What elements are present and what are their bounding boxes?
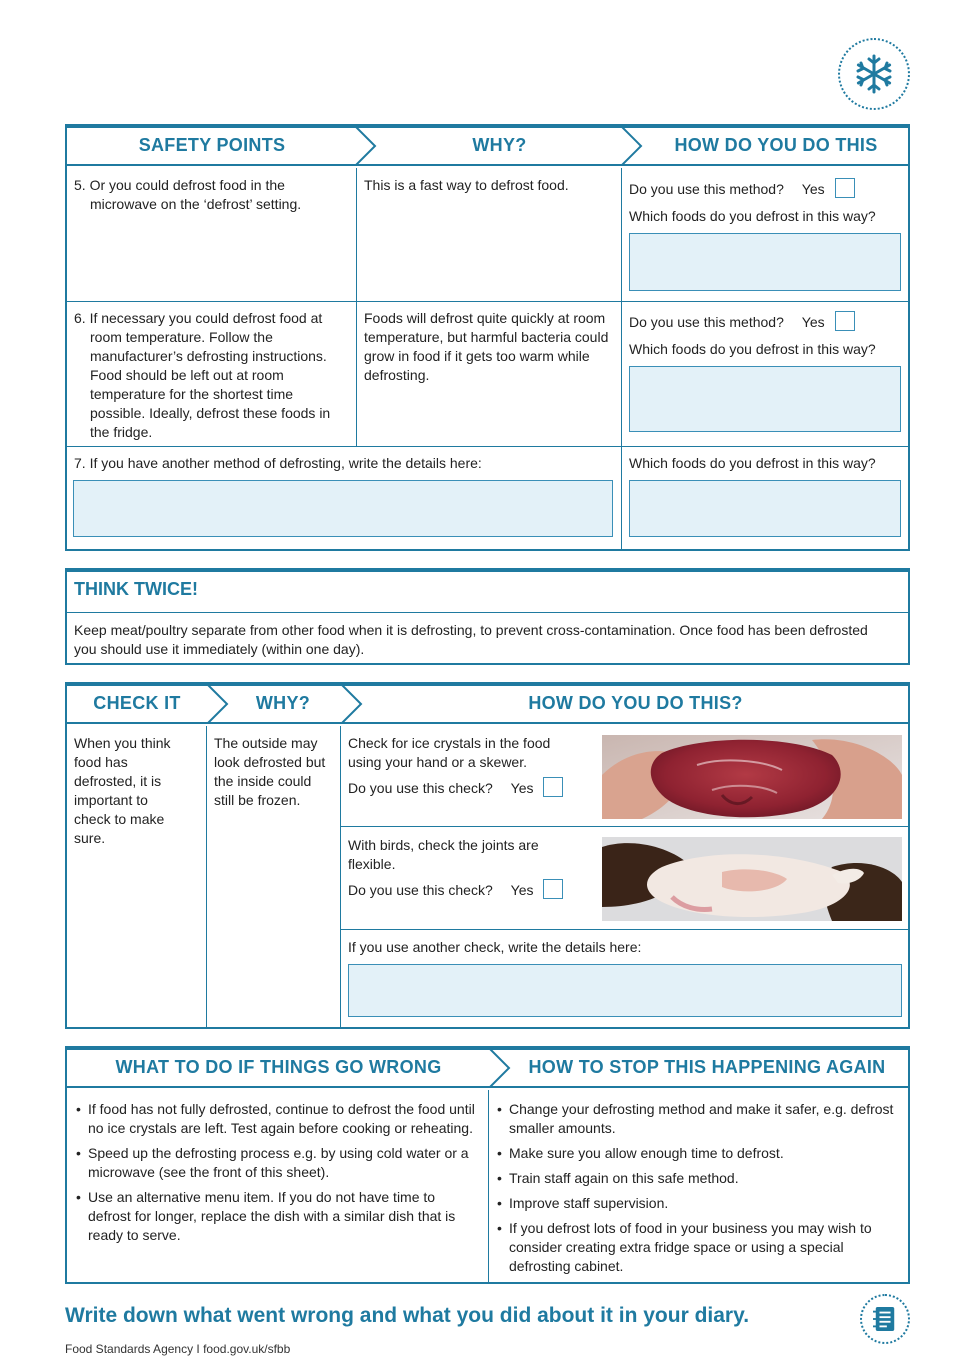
check-question-label: Do you use this check? xyxy=(348,882,493,898)
yes-label: Yes xyxy=(510,882,534,898)
header-safety-points: SAFETY POINTS xyxy=(67,126,357,166)
check-question-2 xyxy=(348,881,588,901)
method-question-label: Do you use this method? xyxy=(629,314,784,330)
check-it-table xyxy=(65,682,910,1029)
how-to-stop-item: • Make sure you allow enough time to defrost. xyxy=(495,1144,895,1163)
which-foods-input-6[interactable] xyxy=(629,366,901,432)
what-to-do-list xyxy=(74,1100,479,1251)
diary-icon xyxy=(873,1305,897,1333)
header-divider-chevron xyxy=(205,684,231,724)
how-to-stop-item: • Change your defrosting method and make it safer, e.g. defrost smaller amounts. xyxy=(495,1100,895,1138)
check-question-label: Do you use this check? xyxy=(348,780,493,796)
header-divider-chevron xyxy=(619,126,645,166)
photo-chicken-joints xyxy=(602,837,902,921)
method-question-label: Do you use this method? xyxy=(629,181,784,197)
how-to-stop-item: • If you defrost lots of food in your business you may wish to consider creating extra fridge space or using a special defrosting cabinet. xyxy=(495,1219,895,1276)
check-yes-checkbox-1[interactable] xyxy=(543,777,563,797)
which-foods-label-6: Which foods do you defrost in this way? xyxy=(629,341,876,357)
other-method-prompt: 7. If you have another method of defrosting, write the details here: xyxy=(74,455,482,471)
method-question-5 xyxy=(629,180,899,200)
snowflake-badge xyxy=(838,38,910,110)
think-twice-title: THINK TWICE! xyxy=(74,579,198,599)
diary-instruction: Write down what went wrong and what you did about it in your diary. xyxy=(65,1304,750,1327)
safety-point-6: 6. If necessary you could defrost food at room temperature. Follow the manufacturer’s defrosting instructions. Food should be left out at room temperature for the shortest time possible. Ideally, defrost these foods in the fridge. xyxy=(74,310,331,440)
yes-checkbox-5[interactable] xyxy=(835,178,855,198)
which-foods-label-7: Which foods do you defrost in this way? xyxy=(629,455,876,471)
corrective-action-table xyxy=(65,1046,910,1284)
source-credit: Food Standards Agency I food.gov.uk/sfbb xyxy=(65,1342,291,1356)
yes-checkbox-6[interactable] xyxy=(835,311,855,331)
yes-label: Yes xyxy=(801,314,825,330)
header-how-to-stop: HOW TO STOP THIS HAPPENING AGAIN xyxy=(490,1048,908,1088)
method-question-6 xyxy=(629,313,899,333)
check-it-text: When you think food has defrosted, it is important to check to make sure. xyxy=(74,735,171,846)
how-to-stop-list xyxy=(495,1100,895,1282)
why-5: This is a fast way to defrost food. xyxy=(364,177,569,193)
think-twice-text: Keep meat/poultry separate from other food when it is defrosting, to prevent cross-contamination. Once food has been defrosted you should use it immediately (within one day). xyxy=(74,622,868,657)
which-foods-input-5[interactable] xyxy=(629,233,901,291)
what-to-do-item: • Use an alternative menu item. If you do not have time to defrost for longer, replace the dish with a similar dish that is ready to serve. xyxy=(74,1188,479,1245)
header-check-it: CHECK IT xyxy=(67,684,207,724)
header-divider-chevron xyxy=(487,1048,513,1088)
check-ice-crystals: Check for ice crystals in the food using your hand or a skewer. xyxy=(348,735,551,770)
header-check-why: WHY? xyxy=(207,684,341,724)
photo-frozen-meat xyxy=(602,735,902,819)
diary-badge xyxy=(860,1294,910,1344)
what-to-do-item: • If food has not fully defrosted, continue to defrost the food until no ice crystals are left. Test again before cooking or reheating. xyxy=(74,1100,479,1138)
header-divider-chevron xyxy=(353,126,379,166)
header-why: WHY? xyxy=(357,126,622,166)
check-question-1 xyxy=(348,779,588,799)
safety-point-5: 5. Or you could defrost food in the microwave on the ‘defrost’ setting. xyxy=(74,177,302,212)
which-foods-label-5: Which foods do you defrost in this way? xyxy=(629,208,876,224)
header-how: HOW DO YOU DO THIS xyxy=(622,126,908,166)
header-what-to-do: WHAT TO DO IF THINGS GO WRONG xyxy=(67,1048,490,1088)
yes-label: Yes xyxy=(510,780,534,796)
why-6: Foods will defrost quite quickly at room temperature, but harmful bacteria could grow in food if it gets too warm while defrosting. xyxy=(364,310,609,383)
which-foods-input-7[interactable] xyxy=(629,480,901,537)
check-flexible-joints: With birds, check the joints are flexible. xyxy=(348,837,539,872)
think-twice-box xyxy=(65,568,910,665)
yes-label: Yes xyxy=(801,181,825,197)
other-method-input[interactable] xyxy=(73,480,613,537)
check-yes-checkbox-2[interactable] xyxy=(543,879,563,899)
other-check-prompt: If you use another check, write the details here: xyxy=(348,939,642,955)
check-why-text: The outside may look defrosted but the inside could still be frozen. xyxy=(214,735,326,808)
what-to-do-item: • Speed up the defrosting process e.g. by using cold water or a microwave (see the front of this sheet). xyxy=(74,1144,479,1182)
header-divider-chevron xyxy=(339,684,365,724)
how-to-stop-item: • Train staff again on this safe method. xyxy=(495,1169,895,1188)
header-check-how: HOW DO YOU DO THIS? xyxy=(341,684,908,724)
defrost-methods-table xyxy=(65,124,910,551)
how-to-stop-item: • Improve staff supervision. xyxy=(495,1194,895,1213)
other-check-input[interactable] xyxy=(348,964,902,1017)
snowflake-icon xyxy=(852,52,896,96)
